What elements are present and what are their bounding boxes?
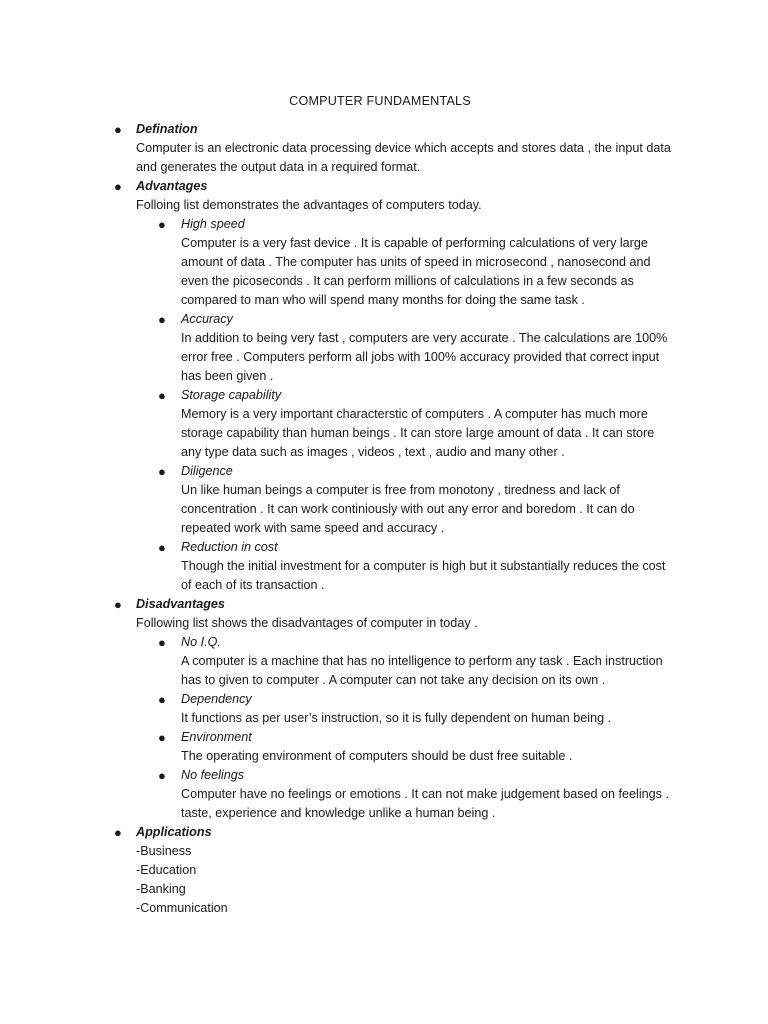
section-heading: Advantages: [136, 179, 208, 193]
section-heading: Disadvantages: [136, 597, 225, 611]
paragraph-line: even the picoseconds . It can perform millions of calculations in a few seconds as: [181, 274, 634, 288]
paragraph-line: A computer is a machine that has no intelligence to perform any task . Each instruction: [181, 654, 663, 668]
bullet-icon: ●: [158, 540, 166, 555]
paragraph-line: of each of its transaction .: [181, 578, 325, 592]
paragraph-line: Computer is an electronic data processing device which accepts and stores data , the input data: [136, 141, 671, 155]
section-intro: Following list shows the disadvantages of computer in today .: [136, 616, 478, 630]
sub-heading: High speed: [181, 217, 245, 231]
section-applications: [0, 823, 684, 918]
sub-heading: No I.Q.: [181, 635, 221, 649]
paragraph-line: concentration . It can work continiously with out any error and boredom . It can do: [181, 502, 635, 516]
paragraph-line: error free . Computers perform all jobs with 100% accuracy provided that correct input: [181, 350, 660, 364]
section-advantages: [0, 177, 684, 595]
sub-heading: Accuracy: [181, 312, 233, 326]
bullet-icon: ●: [158, 312, 166, 327]
sub-item-accuracy: [136, 310, 681, 386]
section-heading: Defination: [136, 122, 198, 136]
paragraph-line: In addition to being very fast , computers are very accurate . The calculations are 100%: [181, 331, 668, 345]
bullet-icon: ●: [158, 388, 166, 403]
paragraph-line: has to given to computer . A computer can not take any decision on its own .: [181, 673, 606, 687]
paragraph-line: repeated work with same speed and accuracy .: [181, 521, 445, 535]
paragraph-line: The operating environment of computers should be dust free suitable .: [181, 749, 573, 763]
sub-item-no-feelings: [136, 766, 681, 823]
bullet-icon: ●: [158, 692, 166, 707]
bullet-icon: ●: [158, 635, 166, 650]
list-item: -Education: [136, 863, 197, 877]
paragraph-line: Computer is a very fast device . It is capable of performing calculations of very large: [181, 236, 648, 250]
sub-item-high-speed: [136, 215, 681, 310]
bullet-icon: ●: [158, 217, 166, 232]
sub-item-dependency: [136, 690, 681, 728]
section-intro: Folloing list demonstrates the advantages of computers today.: [136, 198, 482, 212]
section-definition: [0, 120, 684, 177]
sub-heading: Storage capability: [181, 388, 282, 402]
paragraph-line: compared to man who will spend many months for doing the same task .: [181, 293, 585, 307]
sub-item-environment: [136, 728, 681, 766]
bullet-icon: ●: [114, 179, 122, 194]
paragraph-line: and generates the output data in a required format.: [136, 160, 421, 174]
bullet-icon: ●: [114, 597, 122, 612]
sub-item-no-iq: [136, 633, 681, 690]
bullet-icon: ●: [114, 122, 122, 137]
list-item: -Communication: [136, 901, 228, 915]
sub-heading: Diligence: [181, 464, 233, 478]
document-body: [0, 120, 768, 918]
paragraph-line: Memory is a very important characterstic of computers . A computer has much more: [181, 407, 648, 421]
sub-item-diligence: [136, 462, 681, 538]
paragraph-line: amount of data . The computer has units of speed in microsecond , nanosecond and: [181, 255, 651, 269]
list-item: -Banking: [136, 882, 186, 896]
sub-heading: Reduction in cost: [181, 540, 278, 554]
sub-item-storage-capability: [136, 386, 681, 462]
paragraph-line: any type data such as images , videos , text , audio and many other .: [181, 445, 565, 459]
bullet-icon: ●: [158, 464, 166, 479]
bullet-icon: ●: [158, 730, 166, 745]
page-title: COMPUTER FUNDAMENTALS: [289, 94, 471, 108]
paragraph-line: It functions as per user’s instruction, so it is fully dependent on human being .: [181, 711, 612, 725]
paragraph-line: Though the initial investment for a computer is high but it substantially reduces the cost: [181, 559, 666, 573]
paragraph-line: storage capability than human beings . It can store large amount of data . It can store: [181, 426, 655, 440]
bullet-icon: ●: [158, 768, 166, 783]
paragraph-line: has been given .: [181, 369, 274, 383]
section-disadvantages: [0, 595, 684, 823]
list-item: -Business: [136, 844, 192, 858]
paragraph-line: Un like human beings a computer is free from monotony , tiredness and lack of: [181, 483, 620, 497]
section-heading: Applications: [136, 825, 212, 839]
paragraph-line: Computer have no feelings or emotions . It can not make judgement based on feelings .: [181, 787, 669, 801]
sub-heading: Environment: [181, 730, 252, 744]
sub-heading: No feelings: [181, 768, 245, 782]
sub-item-reduction-in-cost: [136, 538, 681, 595]
paragraph-line: taste, experience and knowledge unlike a human being .: [181, 806, 496, 820]
bullet-icon: ●: [114, 825, 122, 840]
sub-heading: Dependency: [181, 692, 252, 706]
